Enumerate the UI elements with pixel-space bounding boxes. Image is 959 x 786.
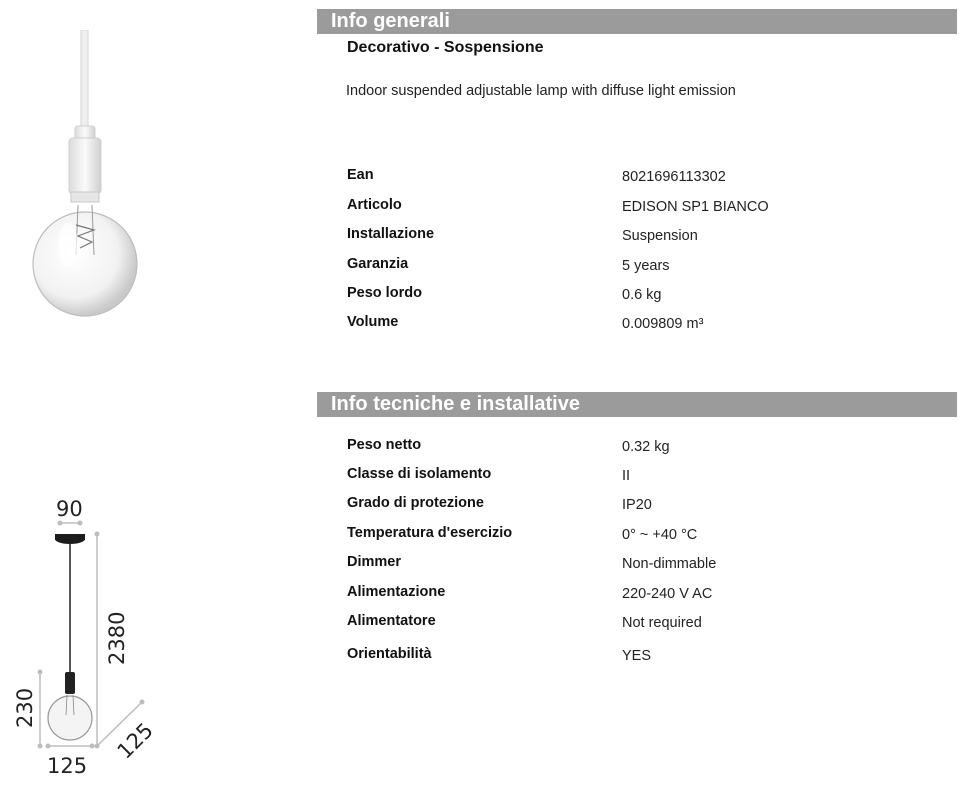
spec-label: Grado di protezione (347, 495, 484, 511)
spec-row-peso-lordo (347, 285, 947, 305)
spec-row-temperatura (347, 525, 947, 545)
spec-row-peso-netto (347, 437, 947, 457)
spec-row-garanzia (347, 256, 947, 276)
spec-value: 0.009809 m³ (622, 316, 704, 332)
spec-value: Non-dimmable (622, 556, 717, 572)
dim-lamp-width: 125 (47, 754, 88, 778)
spec-value: 0° ~ +40 °C (622, 527, 698, 543)
spec-value: EDISON SP1 BIANCO (622, 199, 769, 215)
spec-value: 0.32 kg (622, 439, 670, 455)
spec-value: 8021696113302 (622, 169, 726, 185)
spec-row-articolo (347, 197, 947, 217)
spec-label: Installazione (347, 226, 435, 242)
spec-label: Volume (347, 314, 399, 330)
spec-value: 5 years (622, 258, 670, 274)
spec-label: Dimmer (347, 554, 401, 570)
spec-row-dimmer (347, 554, 947, 574)
spec-row-orientabilita (347, 646, 947, 666)
spec-label: Peso netto (347, 437, 422, 453)
spec-row-classe-isolamento (347, 466, 947, 486)
spec-value: Not required (622, 615, 702, 631)
spec-row-volume (347, 314, 947, 334)
dimension-diagram (0, 490, 170, 780)
spec-value: YES (622, 648, 652, 664)
spec-row-alimentatore (347, 613, 947, 633)
section-header-technical: Info tecniche e installative (317, 392, 957, 417)
spec-label: Classe di isolamento (347, 466, 492, 482)
spec-label: Peso lordo (347, 285, 422, 301)
spec-label: Orientabilità (347, 646, 432, 662)
product-category: Decorativo - Sospensione (347, 39, 544, 56)
spec-label: Ean (347, 167, 374, 183)
spec-row-grado-protezione (347, 495, 947, 515)
spec-value: Suspension (622, 228, 698, 244)
spec-value: 0.6 kg (622, 287, 662, 303)
spec-label: Alimentazione (347, 584, 446, 600)
spec-value: IP20 (622, 497, 652, 513)
dim-lamp-depth: 125 (112, 718, 158, 764)
spec-label: Alimentatore (347, 613, 436, 629)
lamp-photo (20, 30, 150, 330)
spec-row-installazione (347, 226, 947, 246)
section-header-general: Info generali (317, 9, 957, 34)
product-description: Indoor suspended adjustable lamp with diffuse light emission (346, 83, 736, 99)
spec-label: Garanzia (347, 256, 409, 272)
dim-lamp-height: 230 (13, 687, 37, 728)
spec-row-alimentazione (347, 584, 947, 604)
spec-value: II (622, 468, 631, 484)
spec-label: Temperatura d'esercizio (347, 525, 513, 541)
dim-canopy-width: 90 (56, 497, 83, 521)
dim-total-height: 2380 (105, 611, 129, 665)
spec-value: 220-240 V AC (622, 586, 713, 602)
spec-row-ean (347, 167, 947, 187)
spec-label: Articolo (347, 197, 402, 213)
